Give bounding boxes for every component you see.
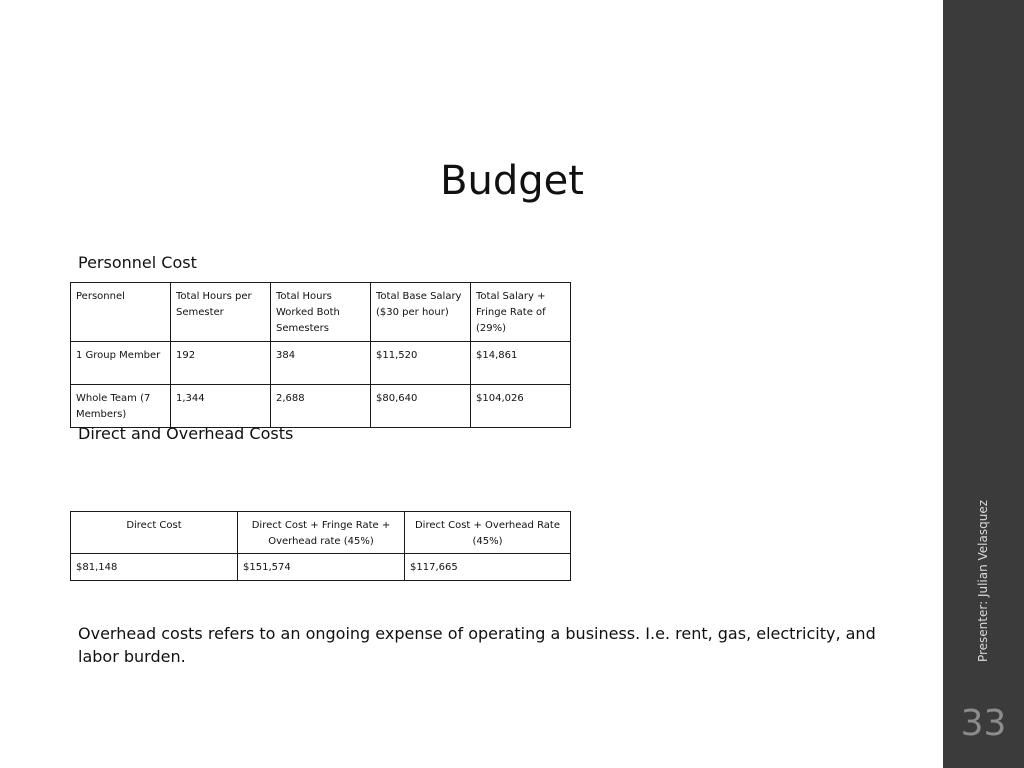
table-cell: $151,574 <box>238 554 405 581</box>
table-cell: $104,026 <box>471 385 571 428</box>
presenter-label-area <box>943 497 1024 665</box>
header-cell-salary-fringe: Total Salary + Fringe Rate of (29%) <box>471 283 571 342</box>
table-header-row <box>71 283 571 342</box>
slide-title: Budget <box>440 158 584 204</box>
presenter-label: Presenter: Julian Velasquez <box>976 499 990 663</box>
table-header-row <box>71 512 571 554</box>
table-cell: $11,520 <box>371 342 471 385</box>
table-cell: Whole Team (7 Members) <box>71 385 171 428</box>
table-cell: 192 <box>171 342 271 385</box>
table-row <box>71 342 571 385</box>
overhead-note: Overhead costs refers to an ongoing expense of operating a business. I.e. rent, gas, electricity, and labor burden. <box>78 624 876 666</box>
header-cell-personnel: Personnel <box>71 283 171 342</box>
personnel-cost-table <box>70 282 571 428</box>
table-cell: $14,861 <box>471 342 571 385</box>
table-cell: 384 <box>271 342 371 385</box>
table-cell: $80,640 <box>371 385 471 428</box>
personnel-cost-heading: Personnel Cost <box>78 253 197 272</box>
table-row <box>71 554 571 581</box>
table-cell: 1,344 <box>171 385 271 428</box>
table-cell: 1 Group Member <box>71 342 171 385</box>
header-cell-base-salary: Total Base Salary ($30 per hour) <box>371 283 471 342</box>
slide-number: 33 <box>960 703 1007 744</box>
table-row <box>71 385 571 428</box>
header-cell-direct-cost: Direct Cost <box>71 512 238 554</box>
table-cell: 2,688 <box>271 385 371 428</box>
header-cell-direct-overhead: Direct Cost + Overhead Rate (45%) <box>405 512 571 554</box>
overhead-cost-table <box>70 511 571 581</box>
direct-overhead-heading: Direct and Overhead Costs <box>78 424 294 443</box>
table-cell: $117,665 <box>405 554 571 581</box>
header-cell-hours-per-semester: Total Hours per Semester <box>171 283 271 342</box>
header-cell-direct-fringe-overhead: Direct Cost + Fringe Rate + Overhead rate (45%) <box>238 512 405 554</box>
header-cell-hours-both-semesters: Total Hours Worked Both Semesters <box>271 283 371 342</box>
table-cell: $81,148 <box>71 554 238 581</box>
